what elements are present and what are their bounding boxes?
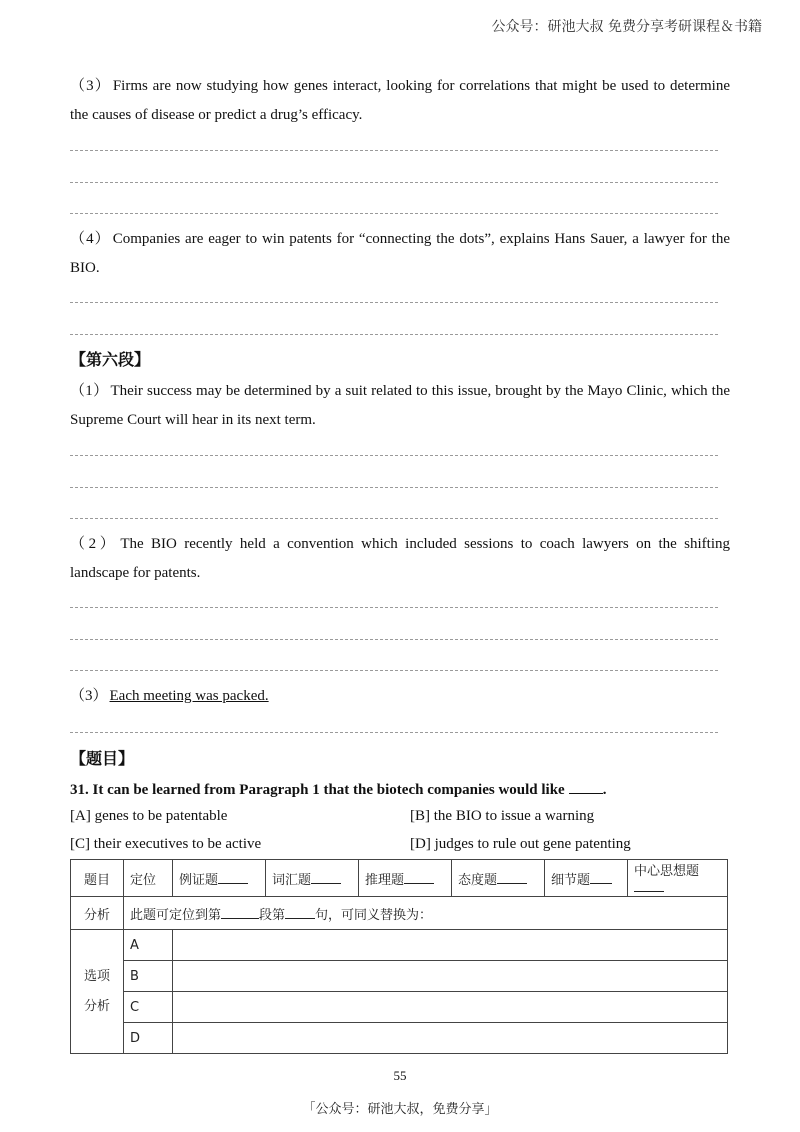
type-detail: 细节题 bbox=[545, 860, 628, 897]
paragraph-6-3 bbox=[70, 682, 730, 711]
option-letter: A bbox=[124, 930, 173, 961]
answer-line bbox=[70, 302, 718, 303]
paragraph-5-3 bbox=[70, 72, 730, 130]
paragraph-number: （4） bbox=[70, 231, 111, 247]
type-attitude: 态度题 bbox=[452, 860, 545, 897]
locate-sentence: 此题可定位到第 段第 句，可同义替换为： bbox=[124, 897, 728, 930]
answer-line bbox=[70, 639, 718, 640]
option-b[interactable]: [B] the BIO to issue a warning bbox=[410, 808, 595, 824]
option-letter: D bbox=[124, 1023, 173, 1054]
answer-line bbox=[70, 607, 718, 608]
option-c[interactable]: [C] their executives to be active bbox=[70, 836, 262, 852]
type-inference: 推理题 bbox=[359, 860, 452, 897]
type-example: 例证题 bbox=[173, 860, 266, 897]
option-letter: B bbox=[124, 961, 173, 992]
type-main-idea: 中心思想题 bbox=[628, 860, 728, 897]
row-label: 分析 bbox=[71, 897, 124, 930]
paragraph-text: Firms are now studying how genes interact, looking for correlations that might be used to determine the causes of disease or predict a drug’s efficacy. bbox=[70, 78, 730, 123]
table-row bbox=[71, 860, 728, 897]
option-analysis-cell[interactable] bbox=[173, 930, 728, 961]
answer-blank[interactable] bbox=[569, 779, 603, 794]
table-row bbox=[71, 992, 728, 1023]
option-d[interactable]: [D] judges to rule out gene patenting bbox=[410, 836, 631, 852]
paragraph-number: （2） bbox=[70, 536, 119, 552]
table-row bbox=[71, 930, 728, 961]
question-end: . bbox=[602, 782, 607, 798]
row-label: 题目 bbox=[71, 860, 124, 897]
answer-line bbox=[70, 150, 718, 151]
type-vocabulary: 词汇题 bbox=[266, 860, 359, 897]
section-six-title: 【第六段】 bbox=[70, 350, 151, 369]
paragraph-text: The BIO recently held a convention which included sessions to coach lawyers on the shifting landscape for patents. bbox=[70, 536, 730, 581]
question-text: 31. It can be learned from Paragraph 1 that the biotech companies would like bbox=[70, 782, 565, 798]
analysis-table bbox=[70, 859, 728, 1054]
footer-note: 「公众号：研池大叔，免费分享」 bbox=[302, 1102, 498, 1117]
option-analysis-cell[interactable] bbox=[173, 961, 728, 992]
paragraph-5-4 bbox=[70, 225, 730, 283]
answer-line bbox=[70, 732, 718, 733]
answer-line bbox=[70, 213, 718, 214]
questions-title: 【题目】 bbox=[70, 749, 135, 768]
option-a[interactable]: [A] genes to be patentable bbox=[70, 808, 228, 824]
options-analysis-label: 选项 分析 bbox=[71, 930, 124, 1054]
paragraph-number: （3） bbox=[70, 688, 108, 704]
answer-line bbox=[70, 487, 718, 488]
answer-line bbox=[70, 518, 718, 519]
header-note: 公众号：研池大叔 免费分享考研课程＆书籍 bbox=[491, 19, 762, 35]
paragraph-number: （3） bbox=[70, 78, 111, 94]
answer-line bbox=[70, 182, 718, 183]
paragraph-text: Companies are eager to win patents for “connecting the dots”, explains Hans Sauer, a lawyer for the BIO. bbox=[70, 231, 730, 276]
table-row bbox=[71, 897, 728, 930]
paragraph-number: （1） bbox=[70, 383, 109, 399]
option-analysis-cell[interactable] bbox=[173, 1023, 728, 1054]
paragraph-6-2 bbox=[70, 530, 730, 588]
option-analysis-cell[interactable] bbox=[173, 992, 728, 1023]
paragraph-text: Their success may be determined by a suit related to this issue, brought by the Mayo Clinic, which the Supreme Court will hear in its next term. bbox=[70, 383, 730, 428]
answer-line bbox=[70, 455, 718, 456]
page-number: 55 bbox=[393, 1068, 407, 1083]
table-row bbox=[71, 961, 728, 992]
question-31-stem bbox=[70, 779, 606, 799]
answer-line bbox=[70, 334, 718, 335]
locate-label: 定位 bbox=[124, 860, 173, 897]
answer-line bbox=[70, 670, 718, 671]
paragraph-text: Each meeting was packed. bbox=[109, 688, 269, 704]
paragraph-6-1 bbox=[70, 377, 730, 435]
table-row bbox=[71, 1023, 728, 1054]
option-letter: C bbox=[124, 992, 173, 1023]
